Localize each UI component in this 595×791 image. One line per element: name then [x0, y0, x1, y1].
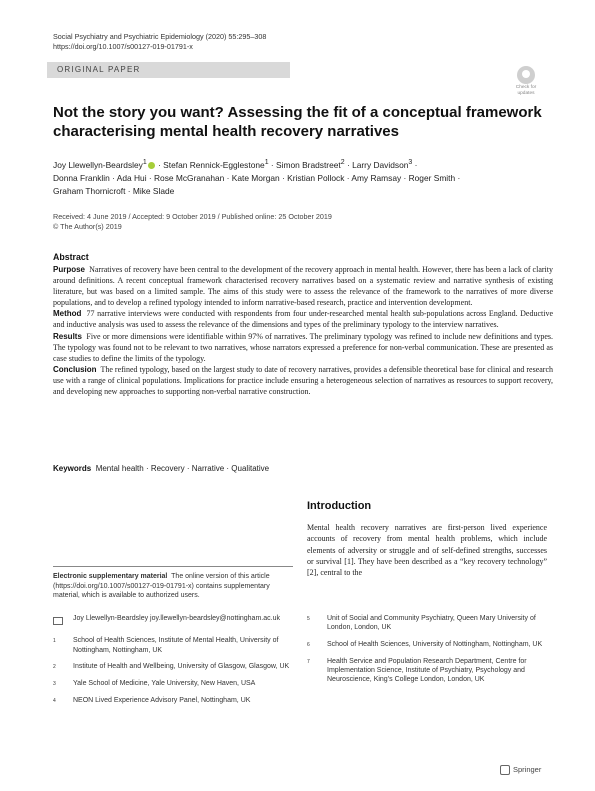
purpose-text: Narratives of recovery have been central to the development of the recovery approach in mental health. However, there has been a lack of clarity around definitions. A recent conceptual framework characterised recovery narratives based on a systematic review and narrative synthesis of existing literature, but was based on a limited sample. The aims of this study were to assess the relevance of the framework to the narratives of more diverse populations, and to develop a refined typology intended to inform narrative-based research, practice and intervention development.	[53, 265, 553, 308]
affiliations-right	[307, 614, 547, 692]
crossmark-label: Check for updates	[515, 85, 537, 96]
affiliation	[307, 657, 547, 685]
abstract-purpose	[53, 264, 553, 308]
affil-sup: 3	[408, 159, 413, 166]
check-for-updates-badge[interactable]	[509, 66, 543, 100]
affiliation	[307, 614, 547, 633]
orcid-icon[interactable]	[148, 162, 155, 169]
abstract-results	[53, 331, 553, 364]
esm-text: The online version of this article (https://doi.org/10.1007/s00127-019-01791-x) contains supplementary material, which is available to authorized users.	[53, 573, 270, 599]
affiliation	[307, 640, 547, 650]
affiliation-text: NEON Lived Experience Advisory Panel, Nottingham, UK	[73, 697, 251, 705]
affil-sup: 1	[142, 159, 147, 166]
affiliation-text: School of Health Sciences, Institute of Mental Health, University of Nottingham, Nottingham, UK	[73, 637, 279, 654]
keywords-label: Keywords	[53, 464, 92, 473]
affiliation-num: 5	[307, 616, 310, 622]
affiliation-text: Health Service and Population Research Department, Centre for Implementation Science, Institute of Psychiatry, Psychology and Neuroscience, King’s College London, London, UK	[327, 657, 527, 684]
supplementary-note	[53, 566, 293, 601]
results-text: Five or more dimensions were identifiable within 97% of narratives. The preliminary typology was refined to include new definitions and types. The typology was found not to be relevant to two narratives, whose narrators expressed a preference for non-verbal communication. These are presented as case studies to define the limits of the typology.	[53, 331, 553, 363]
affiliation	[53, 636, 293, 655]
method-label: Method	[53, 309, 82, 319]
abstract-conclusion	[53, 364, 553, 397]
affiliation-num: 3	[53, 681, 56, 688]
publication-dates	[53, 212, 332, 231]
affiliation-text: Yale School of Medicine, Yale University, New Haven, USA	[73, 680, 256, 688]
publisher-name: Springer	[513, 765, 542, 774]
affiliation	[53, 696, 293, 706]
author-name[interactable]: · Larry Davidson	[346, 159, 409, 170]
author-line-2: Donna Franklin · Ada Hui · Rose McGranahan · Kate Morgan · Kristian Pollock · Amy Ramsay · Roger Smith ·	[53, 172, 461, 183]
author-list	[53, 156, 553, 198]
affiliation-num: 7	[307, 658, 310, 665]
email-icon	[53, 617, 63, 625]
abstract-method	[53, 308, 553, 330]
crossmark-icon	[517, 66, 535, 84]
introduction-heading: Introduction	[307, 500, 372, 512]
abstract-heading: Abstract	[53, 252, 89, 262]
affiliation-text: School of Health Sciences, University of Nottingham, Nottingham, UK	[327, 640, 543, 648]
conclusion-label: Conclusion	[53, 364, 97, 374]
author-name[interactable]: · Stefan Rennick-Egglestone	[158, 159, 265, 170]
journal-header	[53, 32, 266, 52]
author-name[interactable]: · Simon Bradstreet	[270, 159, 341, 170]
corresponding-author	[53, 614, 293, 629]
affiliation-text: Institute of Health and Wellbeing, University of Glasgow, Glasgow, UK	[73, 662, 290, 670]
author-line-3: Graham Thornicroft · Mike Slade	[53, 185, 175, 196]
affiliation	[53, 662, 293, 672]
affiliation-num: 1	[53, 638, 56, 645]
copyright: © The Author(s) 2019	[53, 221, 122, 231]
article-title: Not the story you want? Assessing the fit of a conceptual framework characterising mental health recovery narratives	[53, 104, 542, 140]
keywords-text: Mental health · Recovery · Narrative · Qualitative	[95, 464, 270, 473]
affiliation-text[interactable]: Joy Llewellyn-Beardsley joy.llewellyn-beardsley@nottingham.ac.uk	[73, 615, 280, 622]
conclusion-text: The refined typology, based on the largest study to date of recovery narratives, provides a defensible theoretical base for clinical and research use with a range of clinical populations. Implications for practice include ensuring a heterogeneous selection of narratives as resources to support recovery, and developing new approaches to supporting non-verbal narrative construction.	[53, 364, 554, 397]
purpose-label: Purpose	[53, 265, 86, 274]
affiliations-left	[53, 614, 293, 714]
abstract-body	[53, 264, 553, 397]
article-type-label: ORIGINAL PAPER	[57, 65, 141, 74]
esm-label: Electronic supplementary material	[53, 573, 168, 580]
introduction-text: Mental health recovery narratives are first-person lived experience accounts of recovery from mental health problems, which include elements of adversity or struggle and of self-defined strengths, successes or survival [1]. They have been described as a “key recovery technology” [2], central to the	[307, 523, 547, 578]
affil-sup: 2	[340, 159, 345, 166]
affiliation-num: 2	[53, 663, 56, 670]
springer-horse-icon	[500, 765, 510, 775]
publisher-logo	[500, 765, 541, 775]
results-label: Results	[53, 331, 82, 341]
affil-sup: 1	[264, 159, 269, 166]
author-name[interactable]: Joy Llewellyn-Beardsley	[53, 159, 143, 170]
journal-doi[interactable]: https://doi.org/10.1007/s00127-019-01791-x	[53, 42, 193, 51]
author-separator: ·	[414, 159, 418, 170]
received-dates: Received: 4 June 2019 / Accepted: 9 October 2019 / Published online: 25 October 2019	[53, 212, 332, 221]
affiliation-num: 6	[307, 641, 310, 648]
affiliation-num: 4	[53, 698, 56, 705]
keywords	[53, 464, 269, 473]
article-type-banner	[47, 62, 290, 78]
method-text: 77 narrative interviews were conducted with respondents from four under-researched mental health sub-populations across England. Deductive and inductive analysis was used to assess the relevance of the dimensions and types of the preliminary typology to the interview narratives.	[53, 309, 554, 330]
affiliation-text: Unit of Social and Community Psychiatry, Queen Mary University of London, London, UK	[327, 615, 536, 632]
affiliation	[53, 679, 293, 689]
journal-citation: Social Psychiatry and Psychiatric Epidemiology (2020) 55:295–308	[53, 32, 267, 41]
